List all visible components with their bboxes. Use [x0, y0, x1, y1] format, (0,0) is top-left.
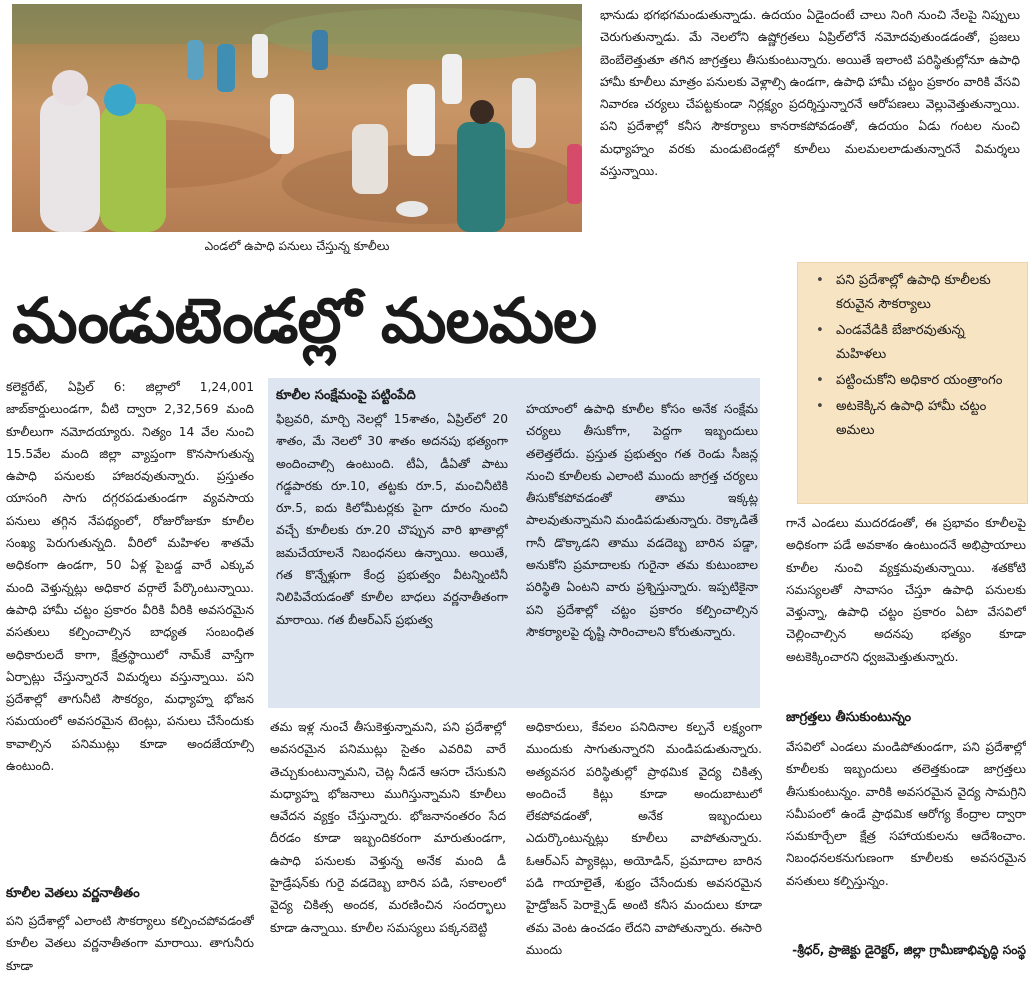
intro-paragraph: భానుడు భగభగమండుతున్నాడు. ఉదయం ఏడైందంటే చాలు నింగి నుంచి నేలపై నిప్పులు చెరుగుతున్నాడు. మే నెలలోని ఉష్ణోగ్రతలు ఏప్రిల్‌లోనే నమోదవుతుండడంతో, ప్రజలు బెంబేలెత్తుతూ తగిన జాగ్రత్తలు తీసుకుంటున్నారు. అయితే ఇలాంటి పరిస్థితుల్లోనూ ఉపాధి హామీ కూలీలు మాత్రం పనులకు వెళ్లాల్సి ఉండగా, ఉపాధి హామీ చట్టం ప్రకారం వారికి వేసవి నివారణ చర్యలు చేపట్టకుండా నిర్లక్ష్యం ప్రదర్శిస్తున్నారనే ఆరోపణలు వెల్లువెత్తుతున్నాయి. పని ప్రదేశాల్లో కనీస సౌకర్యాలు కానరాకపోవడంతో, ఉదయం ఏడు గంటల నుంచి మధ్యాహ్నం వరకు మండుటెండల్లో కూలీలు మలమలలాడుతున్నారనే విమర్శలు వస్తున్నాయి. — [600, 8, 1020, 179]
column-1-text: కలెక్టరేట్, ఏప్రిల్ 6: జిల్లాలో 1,24,001 జాబ్‌కార్డులుండగా, వీటి ద్వారా 2,32,569 మంది కూలీలుగా నమోదయ్యారు. నిత్యం 14 వేల నుంచి 15.5వేల మంది జిల్లా వ్యాప్తంగా కొనసాగుతున్న ఉపాధి పనులకు హాజరవుతున్నారు. ప్రస్తుతం యాసంగి సాగు దగ్గరపడుతుండగా వ్యవసాయ పనులు తగ్గిన నేపథ్యంలో, రోజురోజుకూ కూలీల సంఖ్య పెరుగుతున్నది. వీరిలో మహిళల శాతమే అధికంగా ఉండగా, 50 ఏళ్ల పైబడ్డ వారే ఎక్కువ మంది వెళ్తున్నట్లు అధికార వర్గాలే పేర్కొంటున్నాయి. ఉపాధి హామీ చట్టం ప్రకారం వీరికి వీరికి అవసరమైన వసతులు కల్పించాల్సిన బాధ్యత సంబంధిత అధికారులదే కాగా, క్షేత్రస్థాయిలో నామ్‌కే వాస్తేగా ఏర్పాట్లు చేస్తున్నారనే విమర్శలు వస్తున్నాయి. పని ప్రదేశాల్లో తాగునీటి సౌకర్యం, మధ్యాహ్న భోజన సమయంలో అవసరమైన టెంట్లు, పనులు చేసేందుకు కావాల్సిన పనిముట్లు కూడా అందజేయాల్సి ఉంటుంది. — [6, 380, 254, 774]
workers-photo-illustration — [12, 4, 582, 232]
highlight-item: • పని ప్రదేశాల్లో ఉపాధి కూలీలకు కరువైన సౌకర్యాలు — [812, 269, 1019, 317]
highlight-item: • అటకెక్కిన ఉపాధి హామీ చట్టం అమలు — [812, 395, 1019, 443]
column-4-text: గానే ఎండలు ముదరడంతో, ఈ ప్రభావం కూలీలపై అధికంగా పడే అవకాశం ఉంటుందనే అభిప్రాయాలు కూలీల నుంచి వ్యక్తమవుతున్నాయి. శతకోటి సమస్యలతో సావాసం చేస్తూ ఉపాధి పనులకు వెళ్తున్నా, ఉపాధి చట్టం ప్రకారం ఏటా వేసవిలో చెల్లించాల్సిన అదనపు భత్యం కూడా అటకెక్కించారని ధ్వజమెత్తుతున్నారు. — [786, 516, 1026, 664]
headline: మండుటెండల్లో మలమల — [12, 284, 597, 357]
subheading-wages: కూలీల వెతలు వర్ణనాతీతం — [6, 886, 140, 901]
highlights-box — [797, 262, 1028, 504]
column-4-text-continued: వేసవిలో ఎండలు మండిపోతుండగా, పని ప్రదేశాల్లో కూలీలకు ఇబ్బందులు తలెత్తకుండా జాగ్రత్తలు తీసుకుంటున్నం. వారికి అవసరమైన వైద్య సామగ్రిని సమీపంలో ఉండే ప్రాథమిక ఆరోగ్య కేంద్రాల ద్వారా సమకూర్చేలా క్షేత్ర సహాయకులను ఆదేశించాం. నిబంధనలకనుగుణంగా కూలీలకు అవసరమైన వసతులు కల్పిస్తున్నం. — [786, 740, 1026, 888]
column-2-text: తమ ఇళ్ల నుంచే తీసుకెళ్తున్నామని, పని ప్రదేశాల్లో అవసరమైన పనిముట్లు సైతం ఎవరివి వారే తెచ్చుకుంటున్నామని, చెట్ల నీడనే ఆసరా చేసుకుని మధ్యాహ్న భోజనాలు ముగిస్తున్నామని కూలీలు ఆవేదన వ్యక్తం చేస్తున్నారు. భోజనానంతరం సేద దీరడం కూడా ఇబ్బందికరంగా మారుతుండగా, ఉపాధి పనులకు వెళ్తున్న అనేక మంది డీ హైడ్రేషన్‌కు గురై వడదెబ్బ బారిన పడి, సకాలంలో వైద్య చికిత్స అందక, మరణించిన సందర్భాలు కూడా ఉన్నాయి. కూలీల సమస్యలు పక్కనబెట్టి — [270, 720, 506, 935]
bullet-icon: • — [816, 373, 824, 388]
panel-title: కూలీల సంక్షేమంపై పట్టింపేది — [276, 388, 416, 403]
photo-caption: ఎండలో ఉపాధి పనులు చేస్తున్న కూలీలు — [204, 239, 390, 253]
highlight-item: • ఎండవేడికి బేజారవుతున్న మహిళలు — [812, 319, 1019, 367]
bullet-icon: • — [816, 399, 824, 414]
highlights-list — [812, 269, 1019, 443]
news-photo — [12, 4, 582, 232]
column-3-text: అధికారులు, కేవలం పనిదినాల కల్పనే లక్ష్యంగా ముందుకు సాగుతున్నారని మండిపడుతున్నారు. అత్యవసర పరిస్థితుల్లో ప్రాథమిక వైద్య చికిత్స అందించే కిట్లు కూడా అందుబాటులో లేకపోవడంతో, అనేక ఇబ్బందులు ఎదుర్కొంటున్నట్లు కూలీలు వాపోతున్నారు. ఓఆర్ఎస్ ప్యాకెట్లు, అయోడిన్, ప్రమాదాల బారిన పడి గాయాలైతే, శుభ్రం చేసేందుకు అవసరమైన హైడ్రోజన్ పెరాక్సైడ్ అంటి కనీస మందులు కూడా తమ వెంట ఉంచడం లేదని వాపోతున్నారు. ఈసారి ముందు — [526, 720, 762, 957]
welfare-panel — [268, 378, 760, 708]
bullet-icon: • — [816, 323, 824, 338]
panel-left-text: ఫిబ్రవరి, మార్చి నెలల్లో 15శాతం, ఏప్రిల్‌లో 20 శాతం, మే నెలలో 30 శాతం అదనపు భత్యంగా అందించాల్సి ఉంటుంది. టీఏ, డీఏతో పాటు గడ్డపారకు రూ.10, తట్టకు రూ.5, మంచినీటికి రూ.5, ఐదు కిలోమీటర్లకు పైగా దూరం నుంచి వచ్చే కూలీలకు రూ.20 చొప్పున వారి ఖాతాల్లో జమచేయాలనే నిబంధనలు ఉన్నాయి. అయితే, గత కొన్నేళ్లుగా కేంద్ర ప్రభుత్వం వీటన్నింటినీ నిలిపివేయడంతో కూలీల బాధలు వర్ణనాతీతంగా మారాయి. గత బీఆర్ఎస్ ప్రభుత్వ — [276, 412, 508, 627]
bullet-icon: • — [816, 273, 824, 288]
column-1-text-continued: పని ప్రదేశాల్లో ఎలాంటి సౌకర్యాలు కల్పించపోవడంతో కూలీల వెతలు వర్ణనాతీతంగా మారాయి. తాగునీరు కూడా — [6, 914, 254, 973]
official-byline: -శ్రీధర్, ప్రాజెక్టు డైరెక్టర్, జిల్లా గ్రామీణాభివృద్ధి సంస్థ — [792, 943, 1026, 957]
panel-right-text: హయాంలో ఉపాధి కూలీల కోసం అనేక సంక్షేమ చర్యలు తీసుకోగా, పెద్దగా ఇబ్బందులు తలెత్తలేదు. ప్రస్తుత ప్రభుత్వం గత రెండు సీజన్ల నుంచి కూలీలకు ఎలాంటి ముందు జాగ్రత్త చర్యలు తీసుకోకపోవడంతో తాము ఇక్కట్ల పాలవుతున్నామని మండిపడుతున్నారు. రెక్కాడితే గానీ డొక్కాడని తాము వడదెబ్బ బారిన పడ్డా, అనుకోని ప్రమాదాలకు గురైనా తమ కుటుంబాల పరిస్థితి ఏంటని వారు ప్రశ్నిస్తున్నారు. ఇప్పటికైనా పని ప్రదేశాల్లో చట్టం ప్రకారం కల్పించాల్సిన సౌకర్యాలపై దృష్టి సారించాలని కోరుతున్నారు. — [526, 402, 758, 639]
highlight-item: • పట్టించుకోని అధికార యంత్రాంగం — [812, 369, 1019, 393]
subheading-precautions: జాగ్రత్తలు తీసుకుంటున్నం — [786, 710, 912, 725]
